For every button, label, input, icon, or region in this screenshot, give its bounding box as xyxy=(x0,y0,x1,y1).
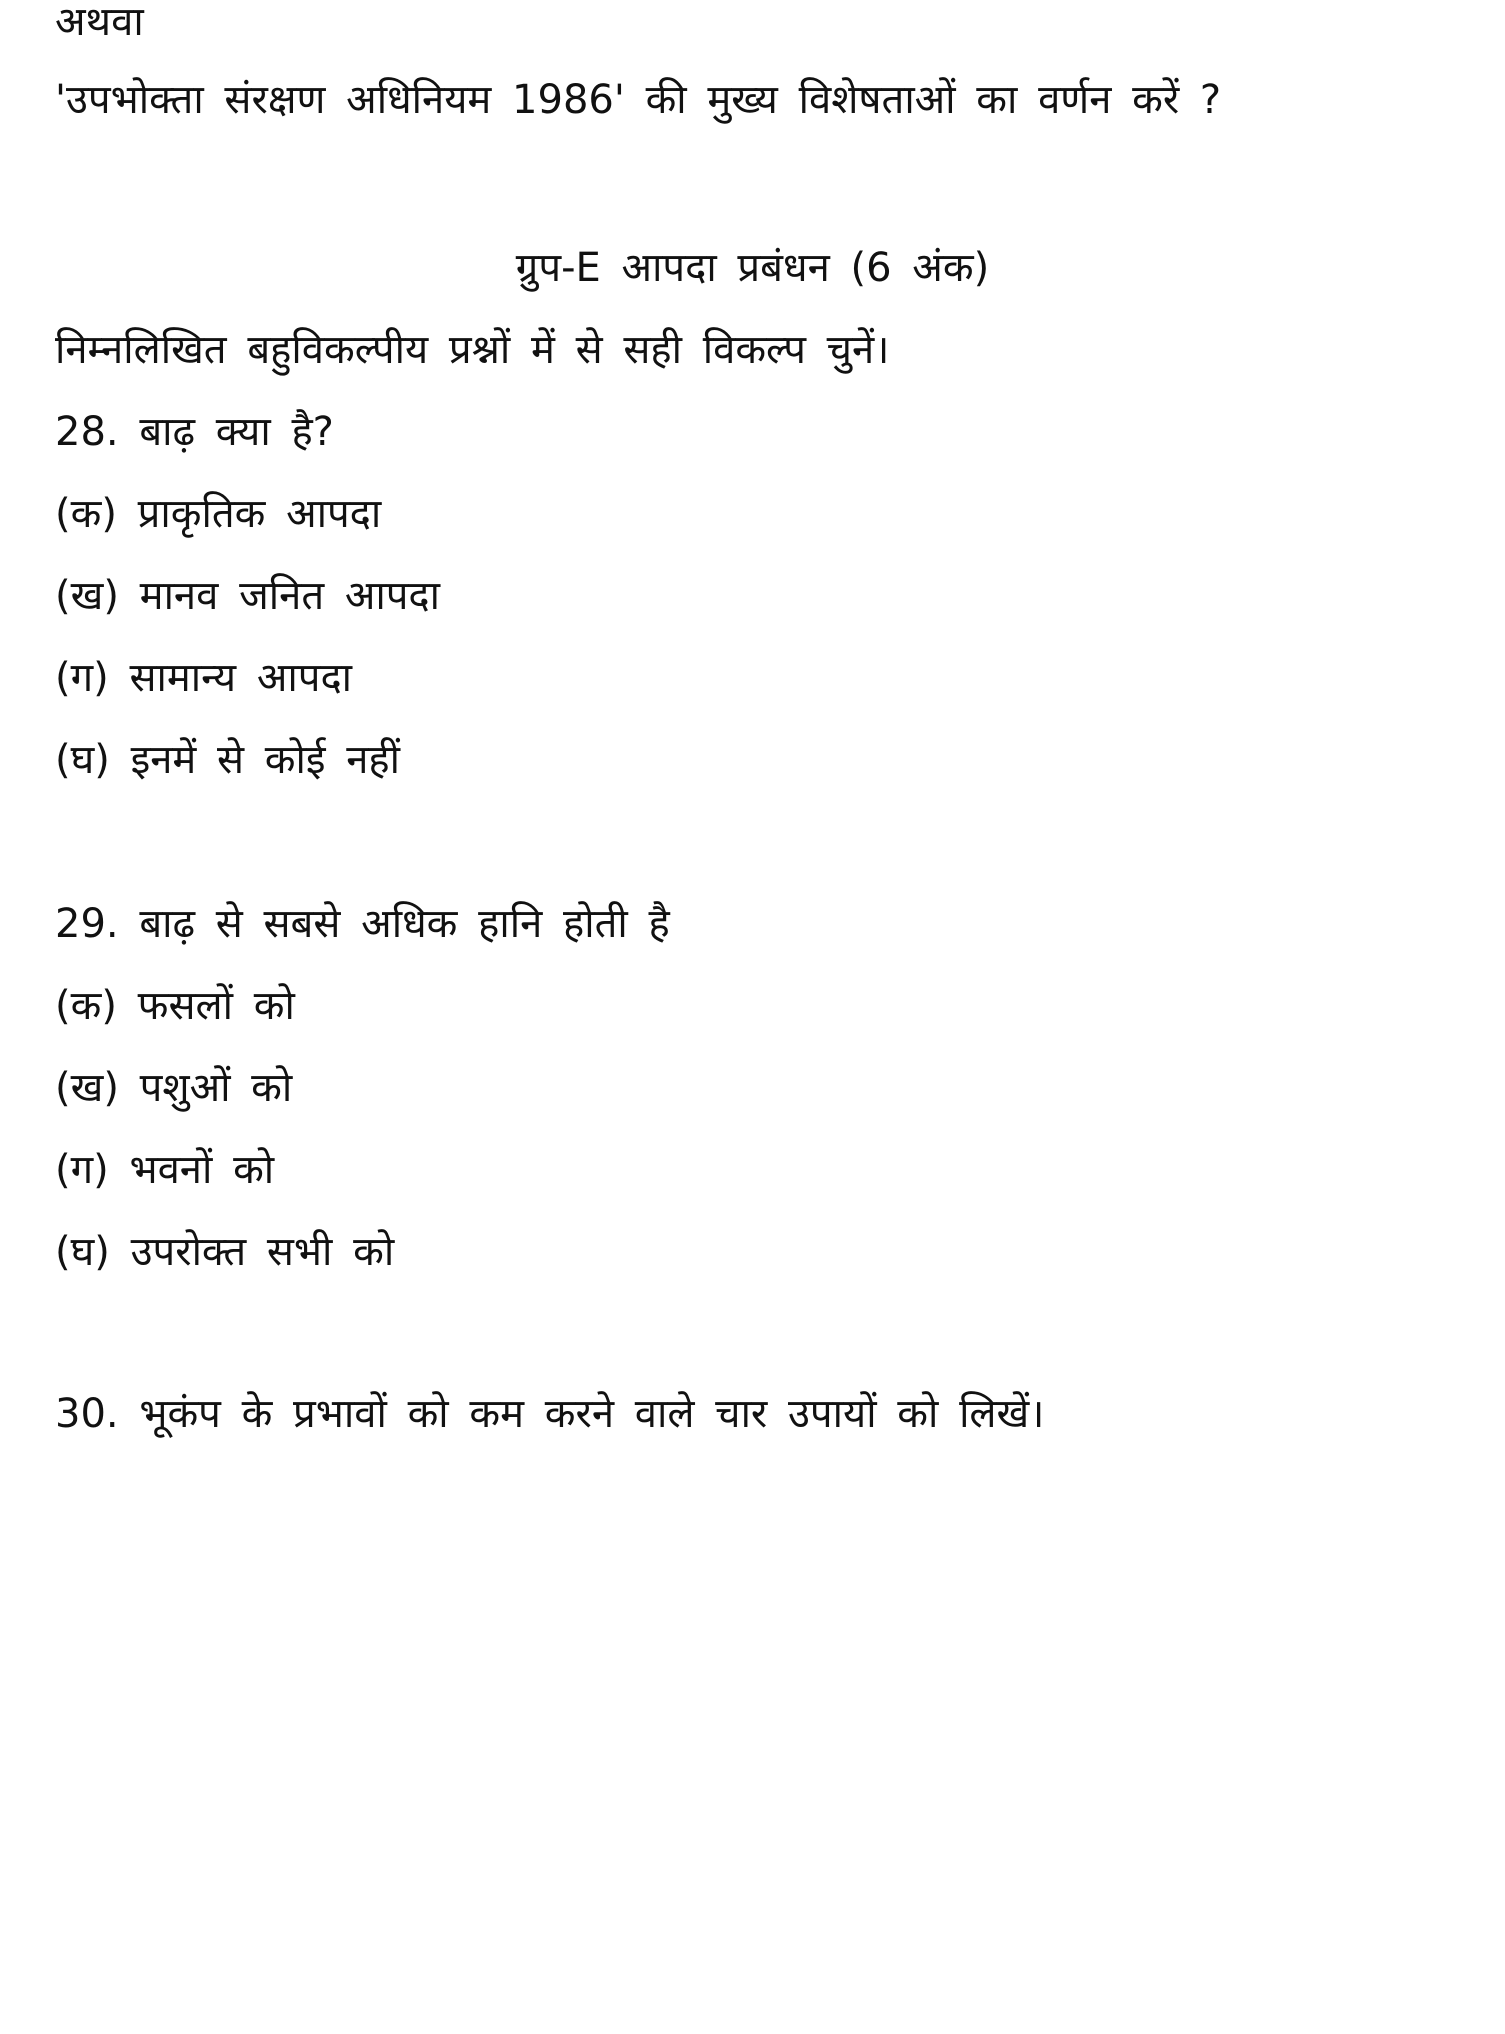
question-29-option-d: (घ) उपरोक्त सभी को xyxy=(55,1229,395,1275)
question-29-option-a: (क) फसलों को xyxy=(55,983,295,1029)
or-label: अथवा xyxy=(55,0,144,45)
section-heading: ग्रुप-E आपदा प्रबंधन (6 अंक) xyxy=(515,245,990,291)
question-28: 28. बाढ़ क्या है? xyxy=(55,409,334,455)
question-28-option-d: (घ) इनमें से कोई नहीं xyxy=(55,737,401,783)
question-28-option-a: (क) प्राकृतिक आपदा xyxy=(55,491,382,537)
consumer-protection-question: 'उपभोक्ता संरक्षण अधिनियम 1986' की मुख्य विशेषताओं का वर्णन करें ? xyxy=(55,77,1222,123)
question-29: 29. बाढ़ से सबसे अधिक हानि होती है xyxy=(55,901,670,947)
question-29-option-b: (ख) पशुओं को xyxy=(55,1065,293,1111)
section-instruction: निम्नलिखित बहुविकल्पीय प्रश्नों में से सही विकल्प चुनें। xyxy=(55,327,890,373)
question-28-option-b: (ख) मानव जनित आपदा xyxy=(55,573,441,619)
question-30: 30. भूकंप के प्रभावों को कम करने वाले चार उपायों को लिखें। xyxy=(55,1391,1045,1437)
question-29-option-c: (ग) भवनों को xyxy=(55,1147,275,1193)
question-28-option-c: (ग) सामान्य आपदा xyxy=(55,655,353,701)
